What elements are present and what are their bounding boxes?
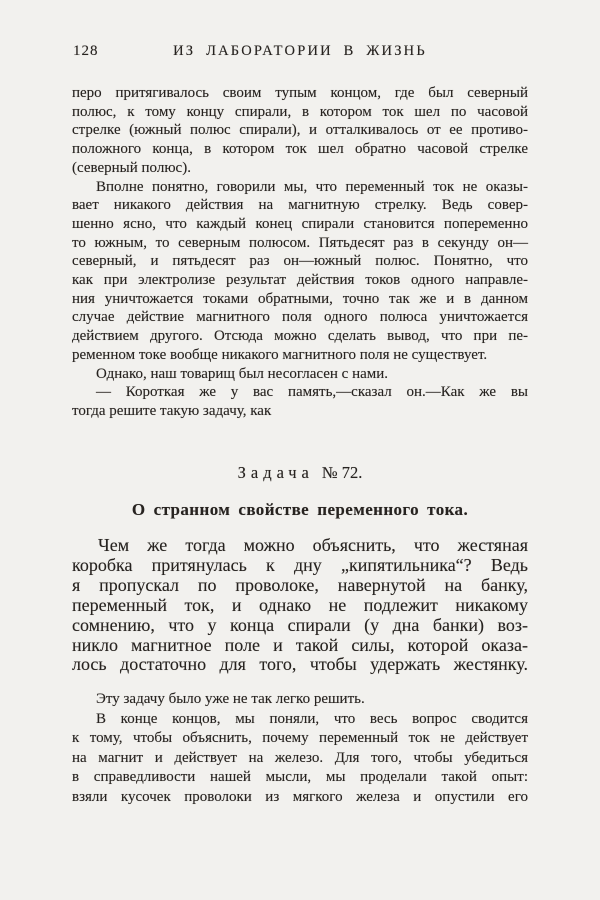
text-line: я пропускал по проволоке, навернутой на банку, — [72, 574, 528, 595]
paragraph — [72, 710, 528, 808]
text-line: В конце концов, мы поняли, что весь вопрос сводится — [96, 710, 528, 727]
text-line: тогда решите такую задачу, как — [72, 402, 272, 419]
paragraph — [72, 178, 528, 365]
text-line: то южным, то северным полюсом. Пятьдесят раз в секунду он— — [72, 234, 528, 251]
page-number: 128 — [73, 43, 99, 59]
paragraph — [72, 690, 528, 710]
text-line: полюс, к тому концу спирали, в котором ток шел по часовой — [72, 103, 528, 120]
text-line: взяли кусочек проволоки из мягкого железа и опустили его — [72, 788, 528, 805]
text-line: положного конца, в котором ток шел обратно часовой стрелке — [72, 141, 528, 158]
paragraph — [72, 365, 528, 384]
problem-statement-block — [72, 536, 528, 675]
problem-heading — [72, 463, 528, 483]
running-title: ИЗ ЛАБОРАТОРИИ В ЖИЗНЬ — [173, 43, 427, 59]
problem-subheading: О странном свойстве переменного тока. — [131, 500, 469, 519]
text-line: никло магнитное поле и такой силы, которой оказа- — [72, 634, 528, 655]
text-line: в справедливости нашей мысли, мы проделали такой опыт: — [72, 769, 528, 786]
text-line: случае действие магнитного поля одного полюса уничтожается — [72, 309, 528, 326]
paragraph — [72, 383, 528, 420]
text-line: Чем же тогда можно объяснить, что жестяная — [98, 535, 528, 555]
paragraph — [72, 536, 528, 675]
text-line: Однако, наш товарищ был несогласен с нами. — [96, 365, 389, 382]
text-line: шенно ясно, что каждый конец спирали становится попеременно — [72, 215, 528, 232]
text-line: вает никакого действия на магнитную стрелку. Ведь совер- — [72, 197, 528, 214]
body-text-block — [72, 84, 528, 421]
text-line: ния уничтожается токами обратными, точно так же и в данном — [72, 290, 528, 307]
problem-heading-number: № 72. — [321, 463, 363, 482]
text-line: на магнит и действует на железо. Для того, чтобы убедиться — [72, 749, 528, 766]
text-line: сомнению, что у конца спирали (у дна банки) воз- — [72, 614, 528, 635]
paragraph — [72, 84, 528, 178]
text-line: переменный ток, и однако не подлежит никакому — [72, 594, 528, 615]
text-line: северный, и пятьдесят раз он—южный полюс. Понятно, что — [72, 253, 528, 270]
text-line: как при электролизе результат действия токов одного направле- — [72, 272, 528, 289]
text-line: к тому, чтобы объяснить, почему переменный ток не действует — [72, 730, 528, 747]
running-header — [72, 43, 528, 61]
text-line: Вполне понятно, говорили мы, что переменный ток не оказы- — [96, 178, 528, 195]
text-line: Эту задачу было уже не так легко решить. — [96, 691, 365, 707]
text-line: — Короткая же у вас память,—сказал он.—Как же вы — [96, 384, 528, 401]
text-line: стрелке (южный полюс спирали), и отталкивалось от ее противо- — [72, 122, 528, 139]
text-line: коробка притянулась к дну „кипятильника“? Ведь — [72, 554, 528, 575]
problem-heading-word: Задача — [237, 463, 314, 482]
text-line: лось достаточно для того, чтобы удержать жестянку. — [72, 654, 528, 675]
text-line: перо притягивалось своим тупым концом, где был северный — [72, 85, 528, 101]
text-line: (северный полюс). — [72, 159, 191, 176]
text-line: действием другого. Отсюда можно сделать вывод, что при пе- — [72, 328, 528, 345]
text-line: ременном токе вообще никакого магнитного поля не существует. — [72, 346, 488, 363]
bottom-text-block — [72, 690, 528, 808]
